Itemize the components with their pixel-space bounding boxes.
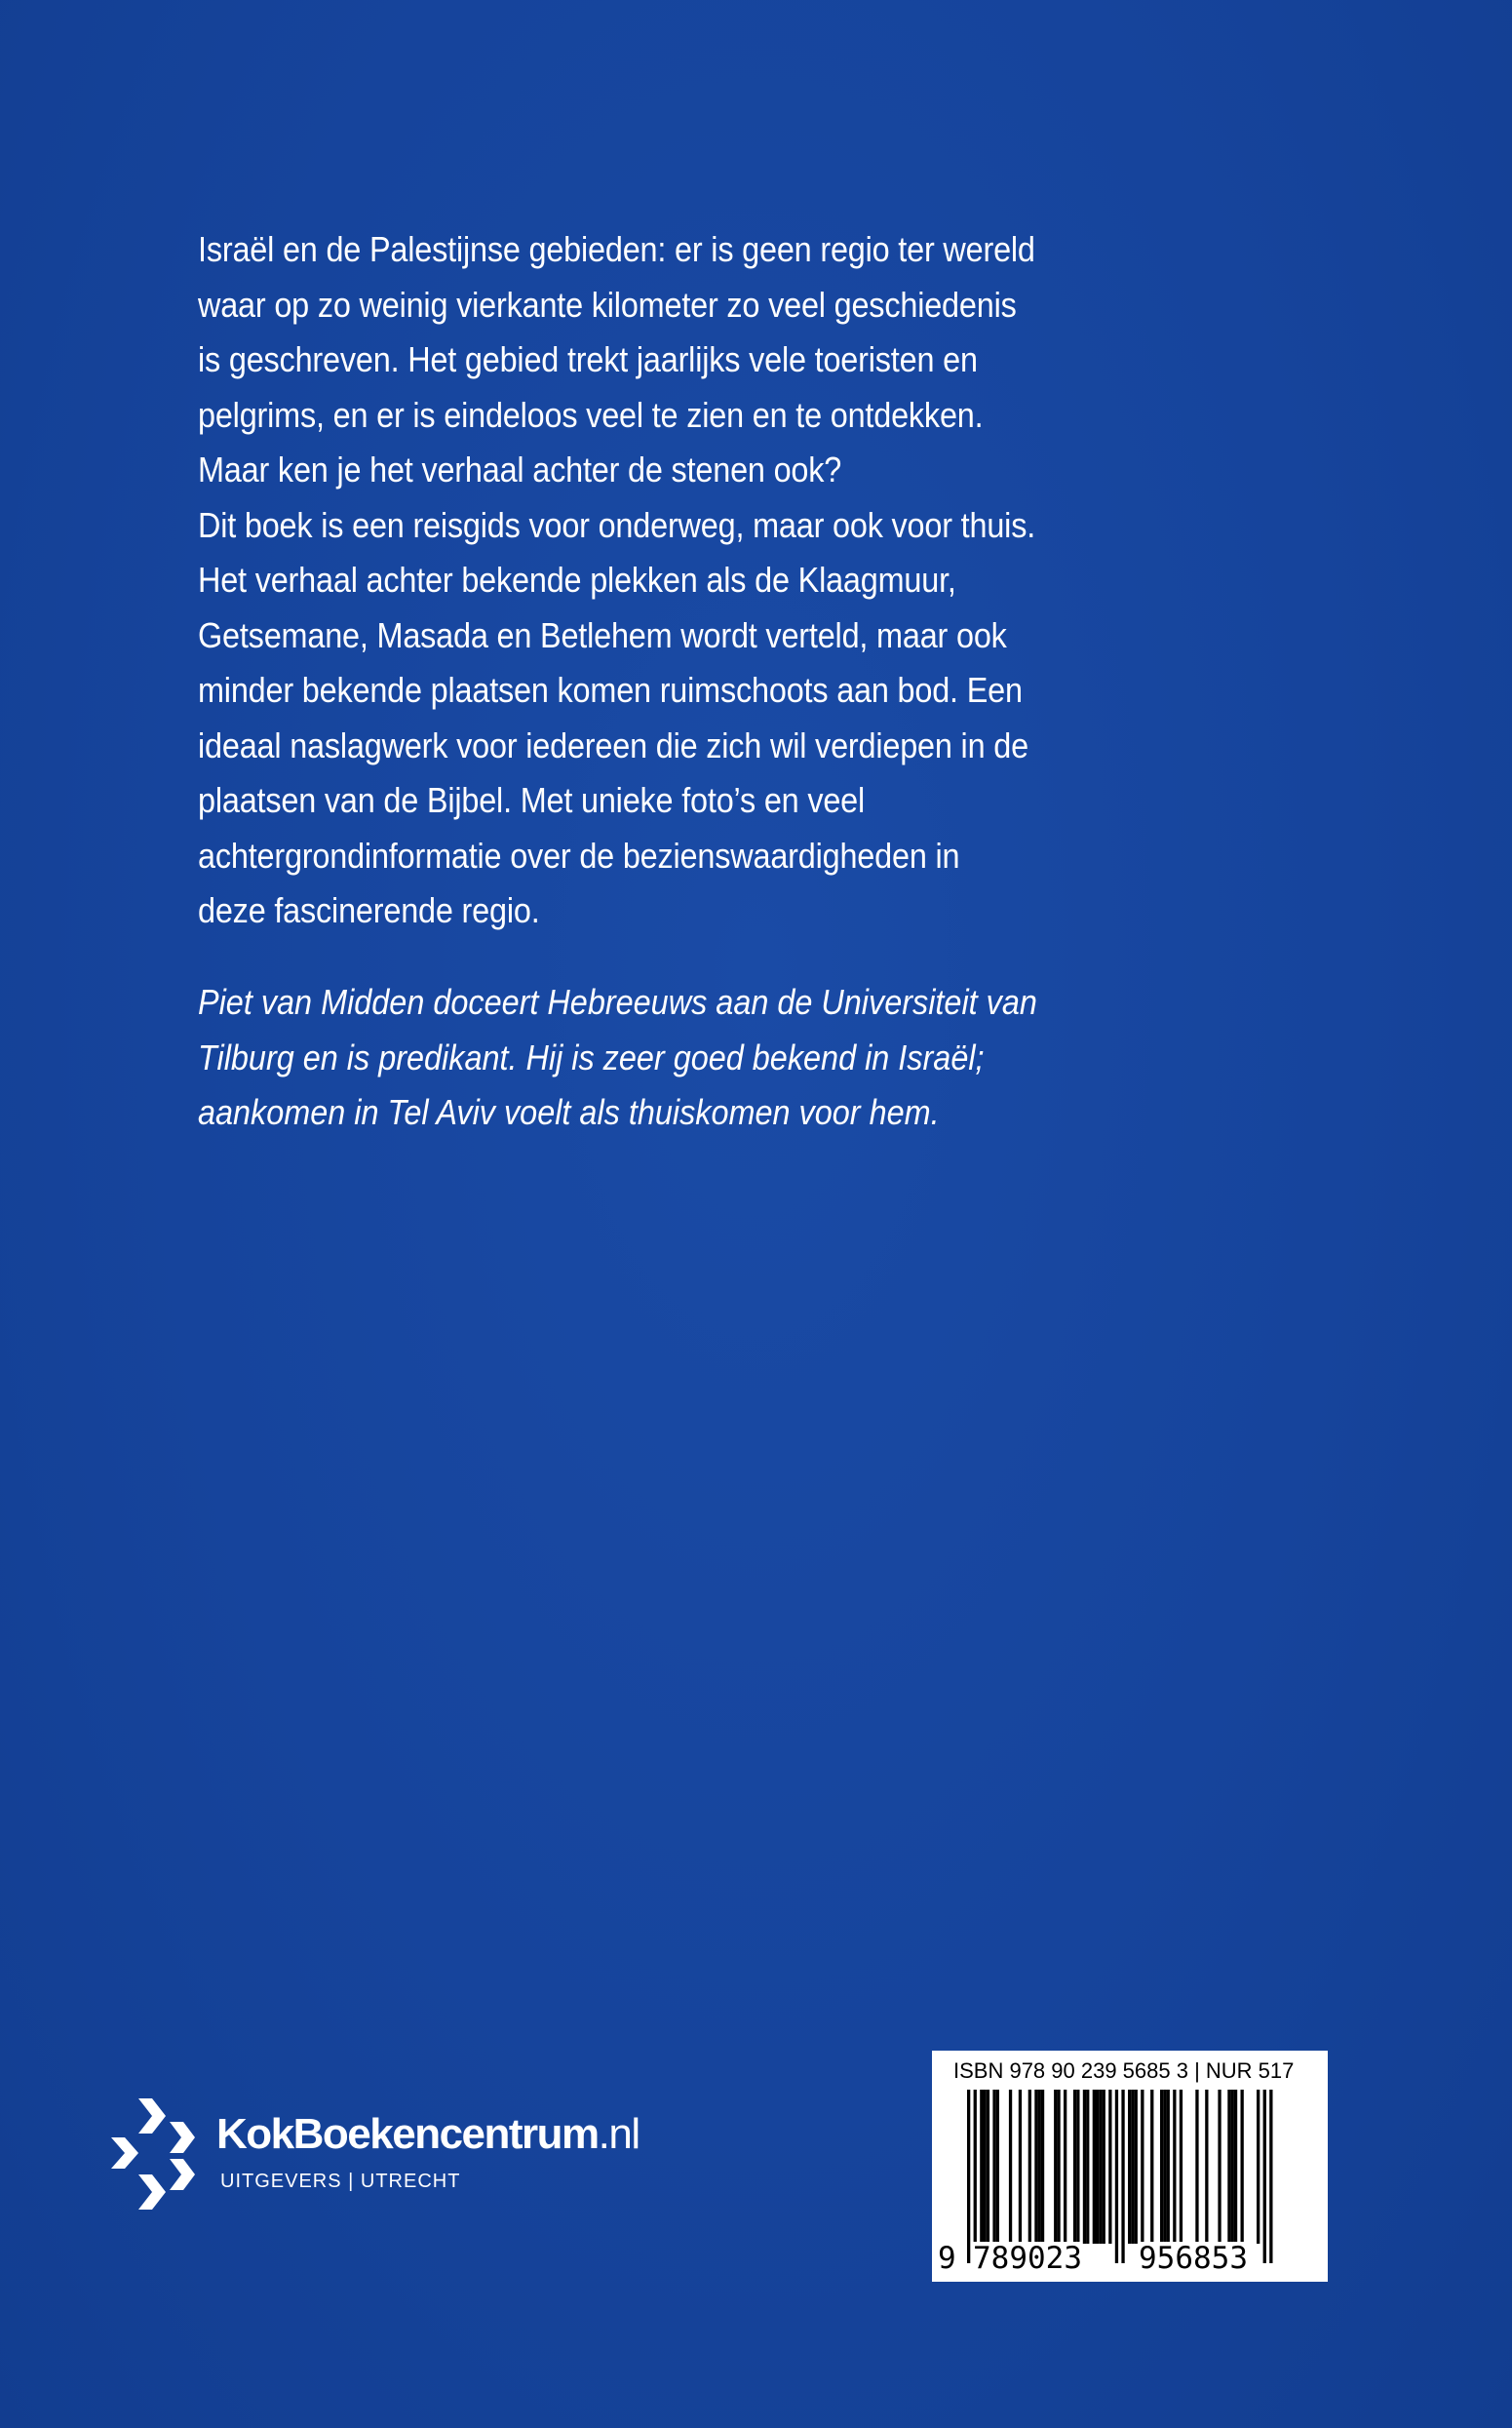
barcode-bar [974, 2090, 977, 2263]
blurb-line: ideaal naslagwerk voor iedereen die zich wil verdiepen in de [198, 724, 1028, 765]
barcode-bar [1038, 2090, 1041, 2244]
barcode-bar [1234, 2090, 1237, 2244]
barcode-bar [1241, 2090, 1244, 2244]
barcode-bar [1167, 2090, 1170, 2244]
barcode-bar [1064, 2090, 1066, 2244]
barcode-bar [1131, 2090, 1134, 2244]
barcode-bar [1009, 2090, 1012, 2244]
blurb-line: achtergrondinformatie over de bezienswaardigheden in [198, 835, 960, 876]
barcode-digits-left: 789023 [973, 2241, 1082, 2276]
barcode-bar [1263, 2090, 1266, 2263]
barcode-bar [1231, 2090, 1234, 2244]
barcode-bar [1041, 2090, 1044, 2244]
barcode-bar [980, 2090, 983, 2244]
publisher-name-tld: .nl [598, 2110, 640, 2158]
blurb-line: Dit boek is een reisgids voor onderweg, maar ook voor thuis. [198, 504, 1036, 545]
author-bio-line: aankomen in Tel Aviv voelt als thuiskomen voor hem. [198, 1092, 940, 1132]
barcode-bar [1115, 2090, 1118, 2263]
blurb-line: is geschreven. Het gebied trekt jaarlijks vele toeristen en [198, 339, 978, 379]
barcode-bar [1128, 2090, 1131, 2244]
barcode-bar [1019, 2090, 1022, 2244]
barcode-bar [1093, 2090, 1096, 2244]
barcode-digits-right: 956853 [1139, 2241, 1248, 2276]
author-bio [198, 975, 1198, 1141]
blurb-line: deze fascinerende regio. [198, 890, 540, 930]
blurb-line: pelgrims, en er is eindeloos veel te zien en te ontdekken. [198, 394, 984, 435]
barcode-bar [1073, 2090, 1076, 2244]
barcode-bar [1057, 2090, 1060, 2244]
blurb-line: Maar ken je het verhaal achter de stenen ook? [198, 450, 842, 490]
blurb-line: waar op zo weinig vierkante kilometer zo veel geschiedenis [198, 284, 1017, 325]
barcode-bar [1218, 2090, 1221, 2244]
barcode-bar [1083, 2090, 1086, 2244]
blurb-text [198, 222, 1198, 939]
barcode-bar [1108, 2090, 1111, 2244]
barcode-bar [1135, 2090, 1138, 2244]
barcode-bar [1160, 2090, 1163, 2244]
barcode-bar [1205, 2090, 1208, 2244]
blurb-line: Getsemane, Masada en Betlehem wordt verteld, maar ook [198, 614, 1007, 655]
barcode-bar [992, 2090, 995, 2244]
barcode-bar [1034, 2090, 1037, 2244]
isbn-barcode [932, 2051, 1328, 2282]
barcode-bar [1121, 2090, 1124, 2263]
barcode-bar [1150, 2090, 1153, 2244]
blurb-line: minder bekende plaatsen komen ruimschoots aan bod. Een [198, 670, 1023, 710]
barcode-bar [984, 2090, 987, 2244]
barcode-bar [1195, 2090, 1198, 2244]
barcode-bar [967, 2090, 970, 2263]
kok-boekencentrum-logo-icon [109, 2095, 197, 2212]
blurb-line: Het verhaal achter bekende plekken als de Klaagmuur, [198, 560, 956, 600]
barcode-bar [1028, 2090, 1031, 2244]
blurb-line: Israël en de Palestijnse gebieden: er is geen regio ter wereld [198, 229, 1035, 269]
barcode-bar [1099, 2090, 1102, 2244]
barcode-bar [1141, 2090, 1144, 2244]
barcode-bar [1086, 2090, 1089, 2244]
barcode-bar [1054, 2090, 1057, 2244]
barcode-bar [987, 2090, 989, 2244]
barcode-bar [1173, 2090, 1176, 2244]
barcode-bar [996, 2090, 999, 2244]
barcode-bar [1076, 2090, 1079, 2244]
isbn-label: ISBN 978 90 239 5685 3 | NUR 517 [953, 2058, 1295, 2083]
publisher-name [216, 2110, 640, 2159]
blurb-line: plaatsen van de Bijbel. Met unieke foto’s en veel [198, 780, 866, 820]
barcode-bar [1103, 2090, 1105, 2244]
author-bio-line: Tilburg en is predikant. Hij is zeer goed bekend in Israël; [198, 1037, 985, 1077]
barcode-bar [1227, 2090, 1230, 2244]
barcode-bar [1096, 2090, 1099, 2244]
barcode-digit-first: 9 [938, 2241, 956, 2276]
author-bio-line: Piet van Midden doceert Hebreeuws aan de Universiteit van [198, 982, 1037, 1022]
barcode-bar [1163, 2090, 1166, 2244]
publisher-subtitle: UITGEVERS | UTRECHT [220, 2171, 461, 2192]
barcode-bar [1180, 2090, 1182, 2244]
barcode-bar [1269, 2090, 1272, 2263]
barcode-digits [932, 2242, 1328, 2275]
publisher-name-main: KokBoekencentrum [216, 2110, 599, 2158]
publisher-block [109, 2095, 694, 2221]
barcode-bar [1257, 2090, 1260, 2244]
